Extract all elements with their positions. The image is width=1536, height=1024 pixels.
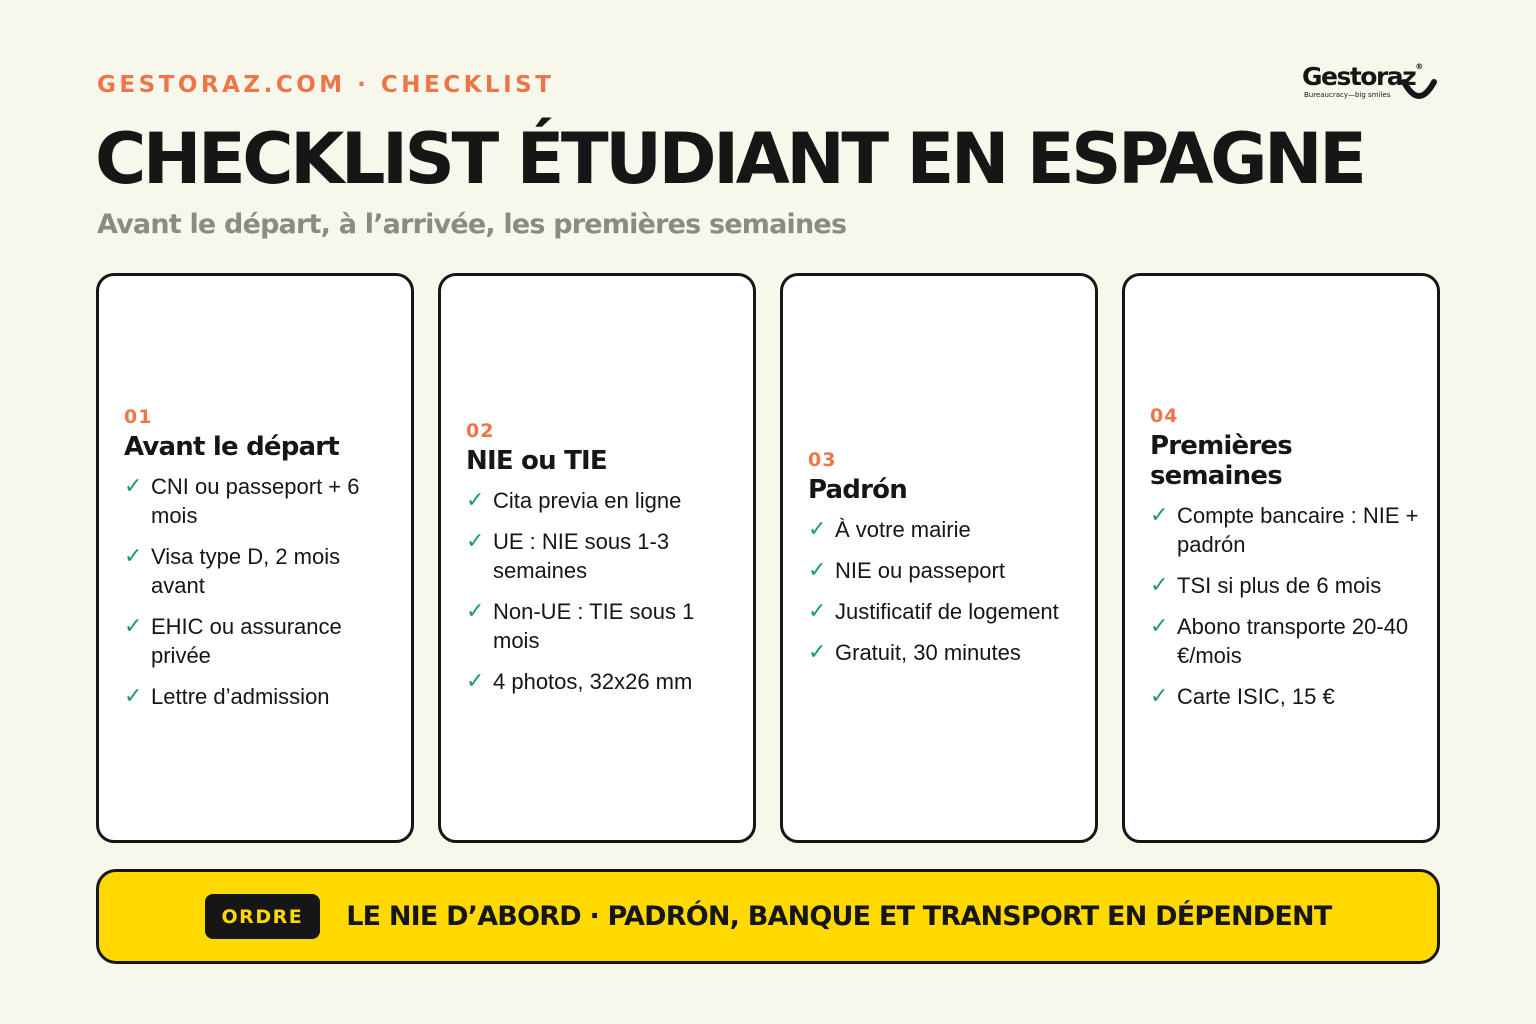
list-item: [466, 527, 735, 585]
check-icon: ✓: [466, 669, 485, 694]
check-icon: ✓: [124, 543, 143, 569]
list-item-text: Compte bancaire : NIE + padrón: [1177, 503, 1419, 557]
list-item: [1150, 612, 1419, 670]
check-icon: ✓: [466, 529, 485, 554]
logo-registered-mark: ®: [1415, 62, 1424, 71]
card-nie-ou-tie: [438, 273, 756, 843]
list-item-text: TSI si plus de 6 mois: [1177, 573, 1382, 598]
check-icon: ✓: [808, 599, 827, 624]
list-item-text: 4 photos, 32x26 mm: [493, 669, 693, 694]
order-banner: [96, 869, 1440, 964]
eyebrow-label: GESTORAZ.COM · CHECKLIST: [97, 72, 555, 98]
list-item: [808, 638, 1077, 667]
checklist: [466, 486, 735, 696]
list-item: [466, 667, 735, 696]
card-number: 02: [466, 420, 495, 442]
list-item: [808, 597, 1077, 626]
list-item-text: UE : NIE sous 1-3 semaines: [493, 529, 670, 583]
gestoraz-logo: [1300, 62, 1450, 112]
list-item-text: Visa type D, 2 mois avant: [151, 543, 341, 598]
checklist: [808, 515, 1077, 667]
list-item-text: À votre mairie: [835, 517, 971, 542]
order-badge: ORDRE: [205, 894, 321, 939]
page-title: CHECKLIST ÉTUDIANT EN ESPAGNE: [95, 118, 1364, 200]
card-title: NIE ou TIE: [466, 446, 607, 476]
checklist: [124, 472, 393, 711]
list-item: [1150, 682, 1419, 711]
list-item: [808, 556, 1077, 585]
order-banner-text: LE NIE D’ABORD · PADRÓN, BANQUE ET TRANSPORT EN DÉPENDENT: [346, 901, 1332, 932]
card-avant-le-depart: [96, 273, 414, 843]
check-icon: ✓: [808, 517, 827, 542]
card-padron: [780, 273, 1098, 843]
list-item-text: Abono transporte 20-40 €/mois: [1177, 614, 1409, 668]
list-item-text: Gratuit, 30 minutes: [835, 640, 1021, 665]
list-item: [124, 542, 393, 600]
checklist: [1150, 501, 1419, 711]
card-number: 04: [1150, 405, 1179, 427]
list-item-text: Justificatif de logement: [835, 599, 1059, 624]
list-item: [124, 682, 393, 711]
list-item: [124, 472, 393, 530]
check-icon: ✓: [466, 599, 485, 624]
list-item: [808, 515, 1077, 544]
list-item: [1150, 501, 1419, 559]
list-item: [466, 597, 735, 655]
check-icon: ✓: [808, 558, 827, 583]
check-icon: ✓: [1150, 573, 1169, 598]
check-icon: ✓: [124, 613, 143, 639]
card-title: Premières semaines: [1150, 431, 1292, 491]
list-item-text: NIE ou passeport: [835, 558, 1005, 583]
logo-tagline: Bureaucracy—big smiles: [1304, 91, 1391, 99]
check-icon: ✓: [1150, 684, 1169, 709]
check-icon: ✓: [1150, 614, 1169, 639]
list-item-text: Cita previa en ligne: [493, 488, 682, 513]
list-item-text: Carte ISIC, 15 €: [1177, 684, 1335, 709]
logo-wordmark: Gestoraz: [1302, 62, 1416, 91]
card-title: Padrón: [808, 475, 907, 505]
card-number: 03: [808, 449, 837, 471]
list-item-text: CNI ou passeport + 6 mois: [151, 473, 360, 528]
page-subtitle: Avant le départ, à l’arrivée, les premières semaines: [97, 209, 847, 240]
check-icon: ✓: [1150, 503, 1169, 528]
card-title: Avant le départ: [124, 431, 339, 462]
check-icon: ✓: [124, 683, 143, 709]
list-item-text: EHIC ou assurance privée: [151, 613, 342, 668]
list-item-text: Lettre d’admission: [151, 683, 330, 709]
list-item: [124, 612, 393, 670]
check-icon: ✓: [466, 488, 485, 513]
list-item-text: Non-UE : TIE sous 1 mois: [493, 599, 695, 653]
list-item: [1150, 571, 1419, 600]
card-number: 01: [124, 405, 153, 428]
card-premieres-semaines: [1122, 273, 1440, 843]
list-item: [466, 486, 735, 515]
smile-icon: [1400, 78, 1438, 106]
check-icon: ✓: [808, 640, 827, 665]
check-icon: ✓: [124, 473, 143, 499]
